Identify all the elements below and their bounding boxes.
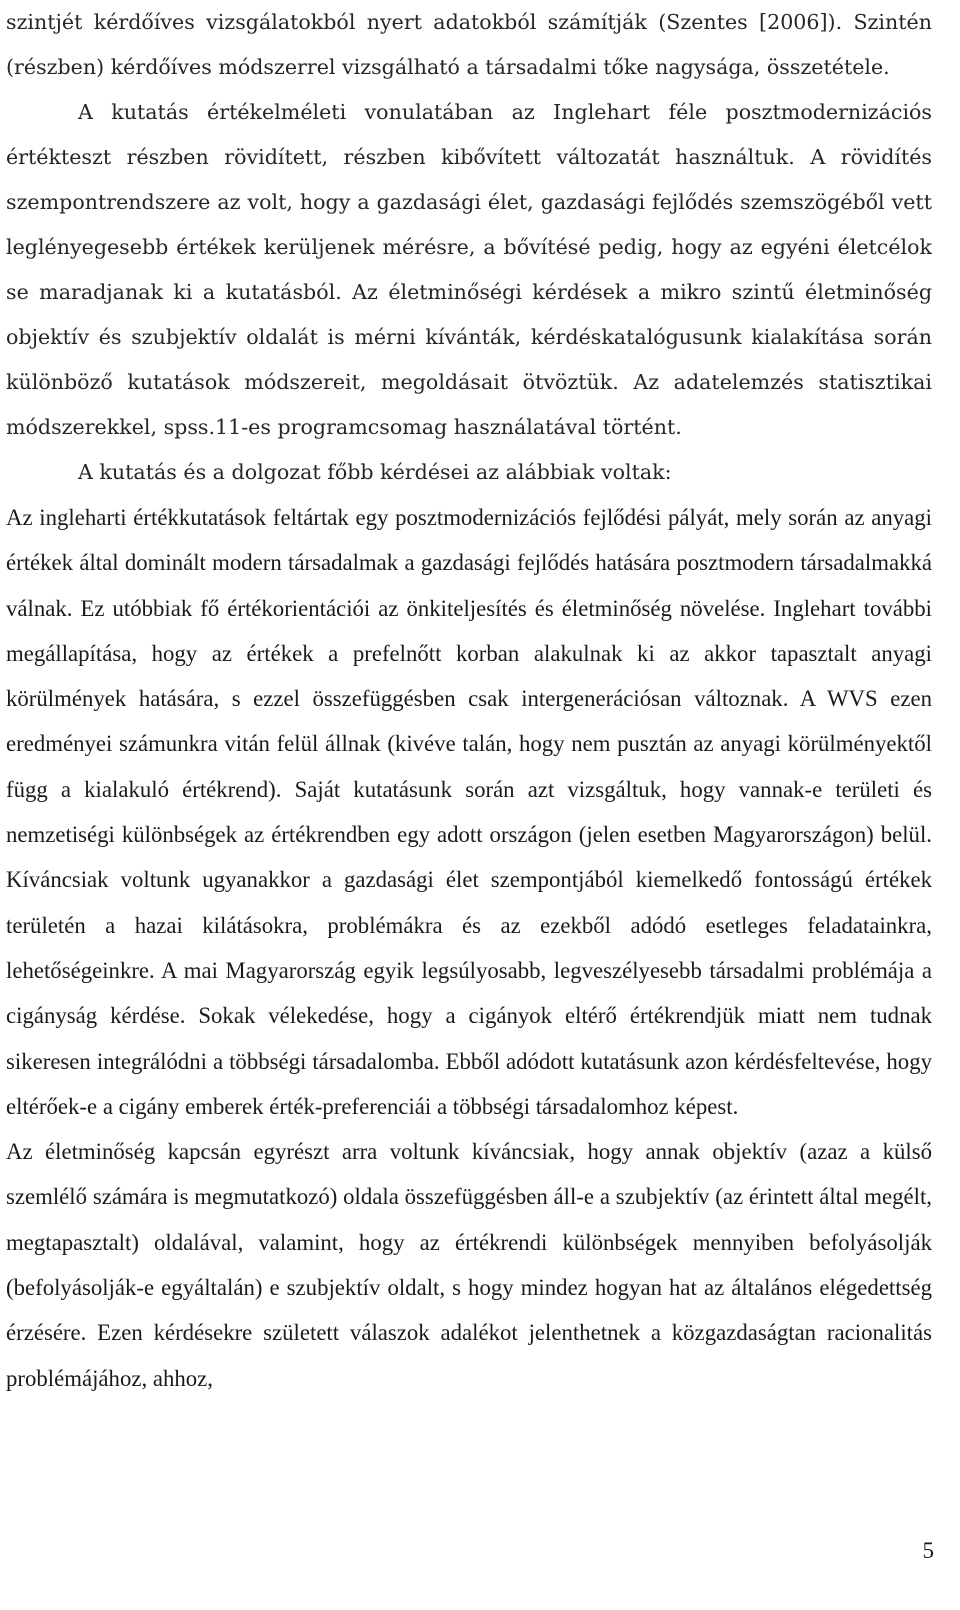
page-number: 5 [922, 1538, 934, 1563]
document-page [6, 0, 932, 1401]
body-paragraph-quality-of-life: Az életminőség kapcsán egyrészt arra voltunk kíváncsiak, hogy annak objektív (azaz a külső szemlélő számára is megmutatkozó) oldala összefüggésben áll-e a szubjektív (az érintett által megélt, megtapasztalt) oldalával, valamint, hogy az értékrendi különbségek mennyiben befolyásolják (befolyásolják-e egyáltalán) e szubjektív oldalt, s hogy mindez hogyan hat az általános elégedettség érzésére. Ezen kérdésekre született válaszok adalékot jelenthetnek a közgazdaságtan racionalitás problémájához, ahhoz, [6, 1139, 932, 1391]
method-paragraph: A kutatás értékelméleti vonulatában az Inglehart féle posztmodernizációs értékteszt részben rövidített, részben kibővített változatát használtuk. A rövidítés szempontrendszere az volt, hogy a gazdasági élet, gazdasági fejlődés szemszögéből vett leglényegesebb értékek kerüljenek mérésre, a bővítésé pedig, hogy az egyéni életcélok se maradjanak ki a kutatásból. Az életminőségi kérdések a mikro szintű életminőség objektív és szubjektív oldalát is mérni kívánták, kérdéskatalógusunk kialakítása során különböző kutatások módszereit, megoldásait ötvöztük. Az adatelemzés statisztikai módszerekkel, spss.11-es programcsomag használatával történt. [6, 100, 932, 439]
questions-intro-line: A kutatás és a dolgozat főbb kérdései az alábbiak voltak: [78, 460, 672, 484]
body-paragraph-values: Az ingleharti értékkutatások feltártak egy posztmodernizációs fejlődési pályát, mely során az anyagi értékek által dominált modern társadalmak a gazdasági fejlődés hatására posztmodern társadalmakká válnak. Ez utóbbiak fő értékorientációi az önkiteljesítés és életminőség növelése. Inglehart további megállapítása, hogy az értékek a prefelnőtt korban alakulnak ki az akkor tapasztalt anyagi körülmények hatására, s ezzel összefüggésben csak intergenerációsan változnak. A WVS ezen eredményei számunkra vitán felül állnak (kivéve talán, hogy nem pusztán az anyagi körülményektől függ a kialakuló értékrend). Saját kutatásunk során azt vizsgáltuk, hogy vannak-e területi és nemzetiségi különbségek az értékrendben egy adott országon (jelen esetben Magyarországon) belül. Kíváncsiak voltunk ugyanakkor a gazdasági élet szempontjából kiemelkedő fontosságú értékek területén a hazai kilátásokra, problémákra és az ezekből adódó esetleges feladatainkra, lehetőségeinkre. A mai Magyarország egyik legsúlyosabb, legveszélyesebb társadalmi problémája a cigányság kérdése. Sokak vélekedése, hogy a cigányok eltérő értékrendjük miatt nem tudnak sikeresen integrálódni a többségi társadalomba. Ebből adódott kutatásunk azon kérdésfeltevése, hogy eltérőek-e a cigány emberek érték-preferenciái a többségi társadalomhoz képest. [6, 505, 932, 1119]
text-body [6, 0, 932, 1401]
intro-paragraph: szintjét kérdőíves vizsgálatokból nyert adatokból számítják (Szentes [2006]). Szintén (részben) kérdőíves módszerrel vizsgálható a társadalmi tőke nagysága, összetétele. [6, 10, 932, 79]
